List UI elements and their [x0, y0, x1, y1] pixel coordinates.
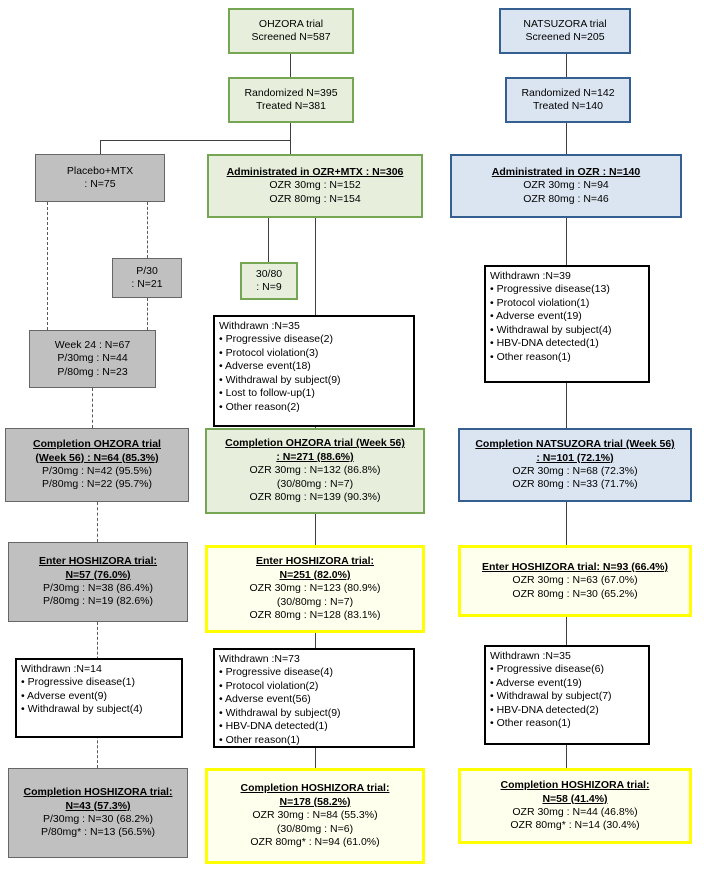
withdrawn-placebo-hoshizora-box: Withdrawn :N=14 • Progressive disease(1) • Adverse event(9) • Withdrawal by subject(4)	[15, 658, 183, 738]
completion-hoshizora-ozr-body: OZR 30mg : N=84 (55.3%) (30/80mg : N=6) OZR 80mg* : N=94 (61.0%)	[250, 809, 380, 849]
connector-placebo-p30-dashed	[147, 202, 148, 258]
connector-placebo-branch-vertical	[100, 140, 101, 154]
administrated-ozr-mtx-body: OZR 30mg : N=152 OZR 80mg : N=154	[269, 179, 361, 205]
completion-natsuzora-body: OZR 30mg : N=68 (72.3%) OZR 80mg : N=33 (71.7%)	[512, 465, 638, 491]
withdrawn-ohzora-hoshizora-box: Withdrawn :N=73 • Progressive disease(4) • Protocol violation(2) • Adverse event(56) • Withdrawal by subject(9) • HBV-DNA detected(1) • Other reason(1)	[213, 648, 415, 748]
completion-hoshizora-placebo-box	[8, 768, 188, 858]
completion-hoshizora-natsuzora-box	[458, 768, 692, 844]
administrated-ozr-box	[450, 154, 682, 218]
connector-placebo-branch-horizontal	[100, 140, 290, 141]
connector-placebo-week24-dashed	[47, 202, 48, 330]
withdrawn-natsuzora-hoshizora-box: Withdrawn :N=35 • Progressive disease(6) • Adverse event(19) • Withdrawal by subject(7) • HBV-DNA detected(2) • Other reason(1)	[484, 645, 650, 745]
completion-hoshizora-ozr-box	[205, 768, 425, 864]
completion-hoshizora-placebo-title: Completion HOSHIZORA trial: N=43 (57.3%)	[23, 786, 173, 812]
placebo-mtx-box: Placebo+MTX : N=75	[35, 154, 165, 202]
completion-ohzora-ozr-body: OZR 30mg : N=132 (86.8%) (30/80mg : N=7) OZR 80mg : N=139 (90.3%)	[249, 464, 381, 504]
completion-ohzora-placebo-title: Completion OHZORA trial (Week 56) : N=64 (85.3%)	[33, 438, 161, 464]
withdrawn-ohzora-week56-box: Withdrawn :N=35 • Progressive disease(2) • Protocol violation(3) • Adverse event(18) • Withdrawal by subject(9) • Lost to follow-up(1) • Other reason(2)	[213, 315, 415, 427]
completion-ohzora-placebo-box	[5, 428, 189, 502]
enter-hoshizora-placebo-title: Enter HOSHIZORA trial: N=57 (76.0%)	[38, 555, 158, 581]
natsuzora-randomized-box: Randomized N=142 Treated N=140	[505, 77, 631, 123]
completion-ohzora-ozr-box	[205, 428, 425, 514]
connector-3080-branch	[268, 218, 269, 262]
completion-hoshizora-placebo-body: P/30mg : N=30 (68.2%) P/80mg* : N=13 (56.5%)	[40, 813, 156, 839]
enter-hoshizora-natsuzora-box	[458, 545, 692, 617]
week24-box: Week 24 : N=67 P/30mg : N=44 P/80mg : N=23	[29, 330, 156, 388]
enter-hoshizora-placebo-body: P/30mg : N=38 (86.4%) P/80mg : N=19 (82.6%)	[42, 582, 153, 608]
connector-p30-week24-dashed	[147, 298, 148, 330]
completion-hoshizora-natsuzora-body: OZR 30mg : N=44 (46.8%) OZR 80mg* : N=14 (30.4%)	[510, 806, 640, 832]
enter-hoshizora-ozr-box	[205, 545, 425, 633]
completion-natsuzora-title: Completion NATSUZORA trial (Week 56) : N=101 (72.1%)	[475, 438, 675, 464]
enter-hoshizora-natsuzora-body: OZR 30mg : N=63 (67.0%) OZR 80mg : N=30 (65.2%)	[512, 574, 638, 600]
ohzora-randomized-box: Randomized N=395 Treated N=381	[228, 77, 354, 123]
completion-hoshizora-natsuzora-title: Completion HOSHIZORA trial: N=58 (41.4%)	[500, 779, 650, 805]
withdrawn-natsuzora-week56-box: Withdrawn :N=39 • Progressive disease(13) • Protocol violation(1) • Adverse event(19) • Withdrawal by subject(4) • HBV-DNA detected(1) • Other reason(1)	[484, 265, 650, 383]
administrated-ozr-body: OZR 30mg : N=94 OZR 80mg : N=46	[523, 179, 609, 205]
enter-hoshizora-ozr-body: OZR 30mg : N=123 (80.9%) (30/80mg : N=7) OZR 80mg : N=128 (83.1%)	[249, 582, 381, 622]
connector-ohzora-randomized-admin	[290, 123, 291, 154]
enter-hoshizora-natsuzora-title: Enter HOSHIZORA trial: N=93 (66.4%)	[481, 560, 669, 573]
completion-ohzora-placebo-body: P/30mg : N=42 (95.5%) P/80mg : N=22 (95.7%)	[41, 465, 152, 491]
administrated-ozr-mtx-title: Administrated in OZR+MTX : N=306	[226, 165, 404, 178]
administrated-ozr-title: Administrated in OZR : N=140	[491, 165, 641, 178]
completion-natsuzora-box	[458, 428, 692, 502]
completion-ohzora-ozr-title: Completion OHZORA trial (Week 56) : N=271 (88.6%)	[225, 437, 405, 463]
enter-hoshizora-ozr-title: Enter HOSHIZORA trial: N=251 (82.0%)	[255, 555, 375, 581]
administrated-ozr-mtx-box	[207, 154, 423, 218]
connector-ohzora-screened-randomized	[290, 54, 291, 77]
connector-week24-completion-dashed	[92, 388, 93, 428]
enter-hoshizora-placebo-box	[8, 542, 188, 622]
connector-completion-enter-dashed	[97, 502, 98, 542]
p30-switch-box: P/30 : N=21	[112, 258, 182, 298]
ozr-3080-switch-box: 30/80 : N=9	[240, 262, 298, 300]
ohzora-screened-box: OHZORA trial Screened N=587	[228, 8, 354, 54]
completion-hoshizora-ozr-title: Completion HOSHIZORA trial: N=178 (58.2%)	[240, 782, 390, 808]
natsuzora-screened-box: NATSUZORA trial Screened N=205	[499, 8, 631, 54]
